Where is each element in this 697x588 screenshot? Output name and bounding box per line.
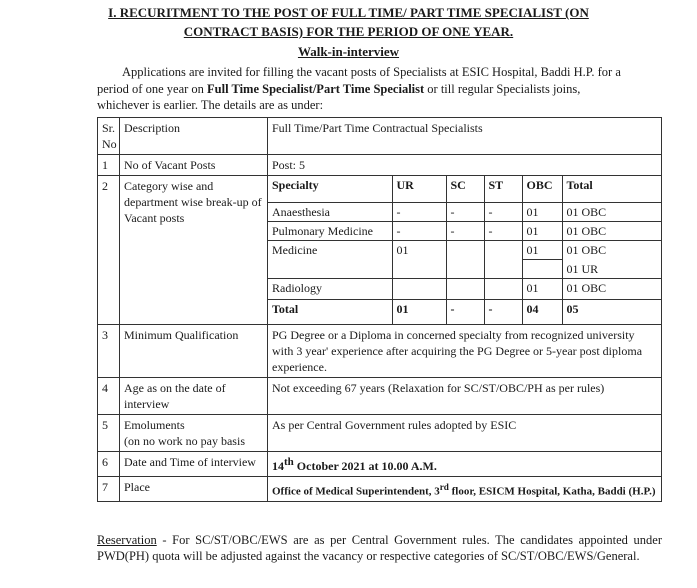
table-row [98,324,662,377]
breakup-cell: 01 OBC [562,203,661,222]
row-value: Office of Medical Superintendent, 3rd floor, ESICM Hospital, Katha, Baddi (H.P.) [268,476,662,502]
breakup-cell: 01 [522,278,562,299]
breakup-cell: - [392,222,446,241]
breakup-cell: Pulmonary Medicine [268,222,392,241]
breakup-cell [392,278,446,299]
row-sr: 7 [98,476,120,502]
breakup-header: Specialty [268,176,392,203]
heading-walk-in: Walk-in-interview [297,44,400,59]
breakup-cell: 01 OBC [562,278,661,299]
row-description-line: (on no work no pay basis [124,433,245,448]
breakup-cell [392,260,446,279]
breakup-cell: Medicine [268,241,392,260]
row-value: As per Central Government rules adopted by ESIC [268,414,662,451]
row-sr: 6 [98,451,120,476]
breakup-cell: 01 [392,241,446,260]
breakup-cell: - [484,299,522,324]
breakup-row [268,260,661,279]
breakup-cell: - [484,222,522,241]
breakup-cell [446,260,484,279]
breakup-cell: 01 [522,222,562,241]
breakup-cell: 01 [522,203,562,222]
breakup-cell: 01 UR [562,260,661,279]
breakup-cell [484,260,522,279]
breakup-header: SC [446,176,484,203]
breakup-header-row [268,176,661,203]
breakup-cell: 01 OBC [562,241,661,260]
row-description [120,414,268,451]
breakup-cell: 01 OBC [562,222,661,241]
row-sr: 3 [98,324,120,377]
breakup-cell [522,260,562,279]
breakup-row [268,278,661,299]
row-description: Minimum Qualification [120,324,268,377]
row-description: Age as on the date of interview [120,377,268,414]
table-row [98,176,662,325]
breakup-cell [484,278,522,299]
row-sr: 4 [98,377,120,414]
breakup-row [268,222,661,241]
breakup-header: Total [562,176,661,203]
breakup-cell: 04 [522,299,562,324]
table-header-row [98,118,662,155]
breakup-row [268,203,661,222]
table-row [98,155,662,176]
row-description-line: Emoluments [124,417,185,432]
breakup-cell [268,260,392,279]
breakup-cell: - [446,222,484,241]
breakup-cell: Anaesthesia [268,203,392,222]
row-value: Not exceeding 67 years (Relaxation for SC/ST/OBC/PH as per rules) [268,377,662,414]
breakup-cell: - [392,203,446,222]
table-row [98,451,662,476]
breakup-cell: 01 [522,241,562,260]
row-sr: 1 [98,155,120,176]
header-sr-no: Sr. No [98,118,120,155]
breakup-cell: - [484,203,522,222]
reservation-note: Reservation - For SC/ST/OBC/EWS are as per Central Government rules. The candidates appointed under PWD(PH) quota will be adjusted against the vacancy or respective categories of SC/ST/OBC/EWS/General. [97,533,662,563]
breakup-header: UR [392,176,446,203]
heading-line-1: I. RECURITMENT TO THE POST OF FULL TIME/ PART TIME SPECIALIST (ON [108,5,589,20]
breakup-cell [446,278,484,299]
row-sr: 2 [98,176,120,325]
breakup-total-row [268,299,661,324]
row-description: Date and Time of interview [120,451,268,476]
table-row [98,476,662,502]
category-breakup-table [268,176,661,324]
breakup-cell: - [446,299,484,324]
header-value: Full Time/Part Time Contractual Specialists [268,118,662,155]
row-value: 14th October 2021 at 10.00 A.M. [268,451,662,476]
row-value: Post: 5 [268,155,662,176]
header-description: Description [120,118,268,155]
table-row [98,414,662,451]
breakup-cell: 01 [392,299,446,324]
breakup-header: OBC [522,176,562,203]
breakup-cell: 05 [562,299,661,324]
row-description: No of Vacant Posts [120,155,268,176]
breakup-cell: Total [268,299,392,324]
breakup-cell: - [446,203,484,222]
breakup-cell [446,241,484,260]
breakup-cell [484,241,522,260]
breakup-header: ST [484,176,522,203]
row-value: PG Degree or a Diploma in concerned specialty from recognized university with 3 year' experience after acquiring the PG Degree or 5-year post diploma experience. [268,324,662,377]
breakup-cell [268,176,662,325]
row-description: Place [120,476,268,502]
row-sr: 5 [98,414,120,451]
intro-paragraph: Applications are invited for filling the vacant posts of Specialists at ESIC Hospital, Baddi H.P. for a period of one year on Full Time Specialist/Part Time Specialist or till regular Specialists joins, whichever is earlier. The details are as under: [97,65,621,112]
heading-line-2: CONTRACT BASIS) FOR THE PERIOD OF ONE YEAR. [183,24,514,39]
specialist-details-table [97,117,662,502]
breakup-row [268,241,661,260]
table-row [98,377,662,414]
breakup-cell: Radiology [268,278,392,299]
row-description: Category wise and department wise break-up of Vacant posts [120,176,268,325]
